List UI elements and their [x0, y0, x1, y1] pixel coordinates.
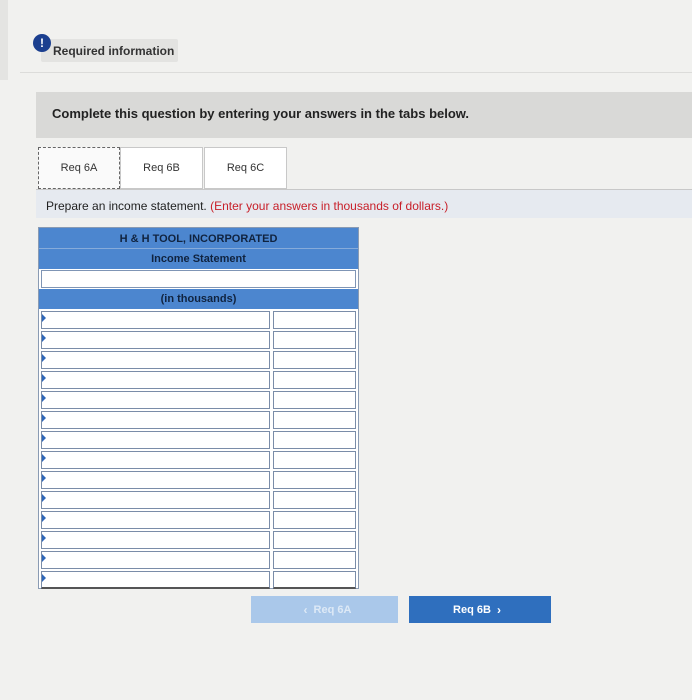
required-information-label: Required information: [53, 44, 175, 58]
amount-input[interactable]: [273, 471, 356, 489]
amount-input[interactable]: [273, 311, 356, 329]
tab-req-6b[interactable]: [120, 147, 203, 189]
header-separator: [39, 248, 358, 249]
account-dropdown[interactable]: [41, 491, 270, 509]
account-dropdown[interactable]: [41, 391, 270, 409]
account-dropdown[interactable]: [41, 531, 270, 549]
amount-input[interactable]: [273, 411, 356, 429]
required-information-banner: [41, 39, 178, 62]
amount-input[interactable]: [273, 531, 356, 549]
chevron-right-icon: ›: [496, 602, 501, 617]
prompt-text-container: [46, 199, 448, 213]
amount-input[interactable]: [273, 491, 356, 509]
instruction-bar: [36, 92, 692, 138]
table-row: [39, 470, 358, 490]
table-row: [39, 370, 358, 390]
table-row: [39, 570, 358, 590]
account-dropdown[interactable]: [41, 511, 270, 529]
prev-req-button[interactable]: [251, 596, 398, 623]
prompt-text: Prepare an income statement.: [46, 199, 207, 213]
account-dropdown[interactable]: [41, 551, 270, 569]
next-req-label: Req 6B: [453, 603, 491, 616]
table-row: [39, 490, 358, 510]
amount-input[interactable]: [273, 451, 356, 469]
table-row: [39, 430, 358, 450]
tab-req-6c-label: Req 6C: [226, 162, 265, 174]
units-header: [39, 289, 358, 309]
amount-input[interactable]: [273, 371, 356, 389]
account-dropdown[interactable]: [41, 431, 270, 449]
amount-input[interactable]: [273, 351, 356, 369]
table-row: [39, 310, 358, 330]
amount-input[interactable]: [273, 431, 356, 449]
statement-title: Income Statement: [151, 253, 246, 265]
instruction-text: Complete this question by entering your answers in the tabs below.: [52, 106, 470, 121]
account-dropdown[interactable]: [41, 451, 270, 469]
tab-req-6b-label: Req 6B: [143, 162, 180, 174]
amount-input[interactable]: [273, 391, 356, 409]
income-statement-table: [38, 227, 359, 589]
amount-input[interactable]: [273, 511, 356, 529]
amount-input[interactable]: [273, 571, 356, 589]
amount-input[interactable]: [273, 551, 356, 569]
account-dropdown[interactable]: [41, 331, 270, 349]
table-row: [39, 350, 358, 370]
prompt-bar: [36, 190, 692, 218]
tab-req-6a-label: Req 6A: [60, 162, 98, 174]
page-edge: [0, 0, 8, 80]
prev-req-label: Req 6A: [313, 603, 352, 616]
company-name: H & H TOOL, INCORPORATED: [119, 233, 278, 245]
period-input[interactable]: [41, 270, 356, 288]
statement-header: [39, 228, 358, 269]
divider: [20, 72, 692, 73]
table-row: [39, 330, 358, 350]
table-row: [39, 530, 358, 550]
table-row: [39, 410, 358, 430]
amount-input[interactable]: [273, 331, 356, 349]
account-dropdown[interactable]: [41, 471, 270, 489]
account-dropdown[interactable]: [41, 371, 270, 389]
account-dropdown[interactable]: [41, 571, 270, 589]
account-dropdown[interactable]: [41, 311, 270, 329]
tab-req-6c[interactable]: [204, 147, 287, 189]
account-dropdown[interactable]: [41, 411, 270, 429]
alert-icon: !: [33, 34, 51, 52]
account-dropdown[interactable]: [41, 351, 270, 369]
table-row: [39, 550, 358, 570]
table-row: [39, 510, 358, 530]
prompt-hint: (Enter your answers in thousands of dollars.): [210, 199, 449, 213]
tab-req-6a[interactable]: [38, 147, 120, 189]
table-row: [39, 450, 358, 470]
statement-rows: [39, 310, 358, 590]
chevron-left-icon: ‹: [303, 602, 308, 617]
units-label: (in thousands): [160, 293, 237, 305]
table-row: [39, 390, 358, 410]
next-req-button[interactable]: [409, 596, 551, 623]
